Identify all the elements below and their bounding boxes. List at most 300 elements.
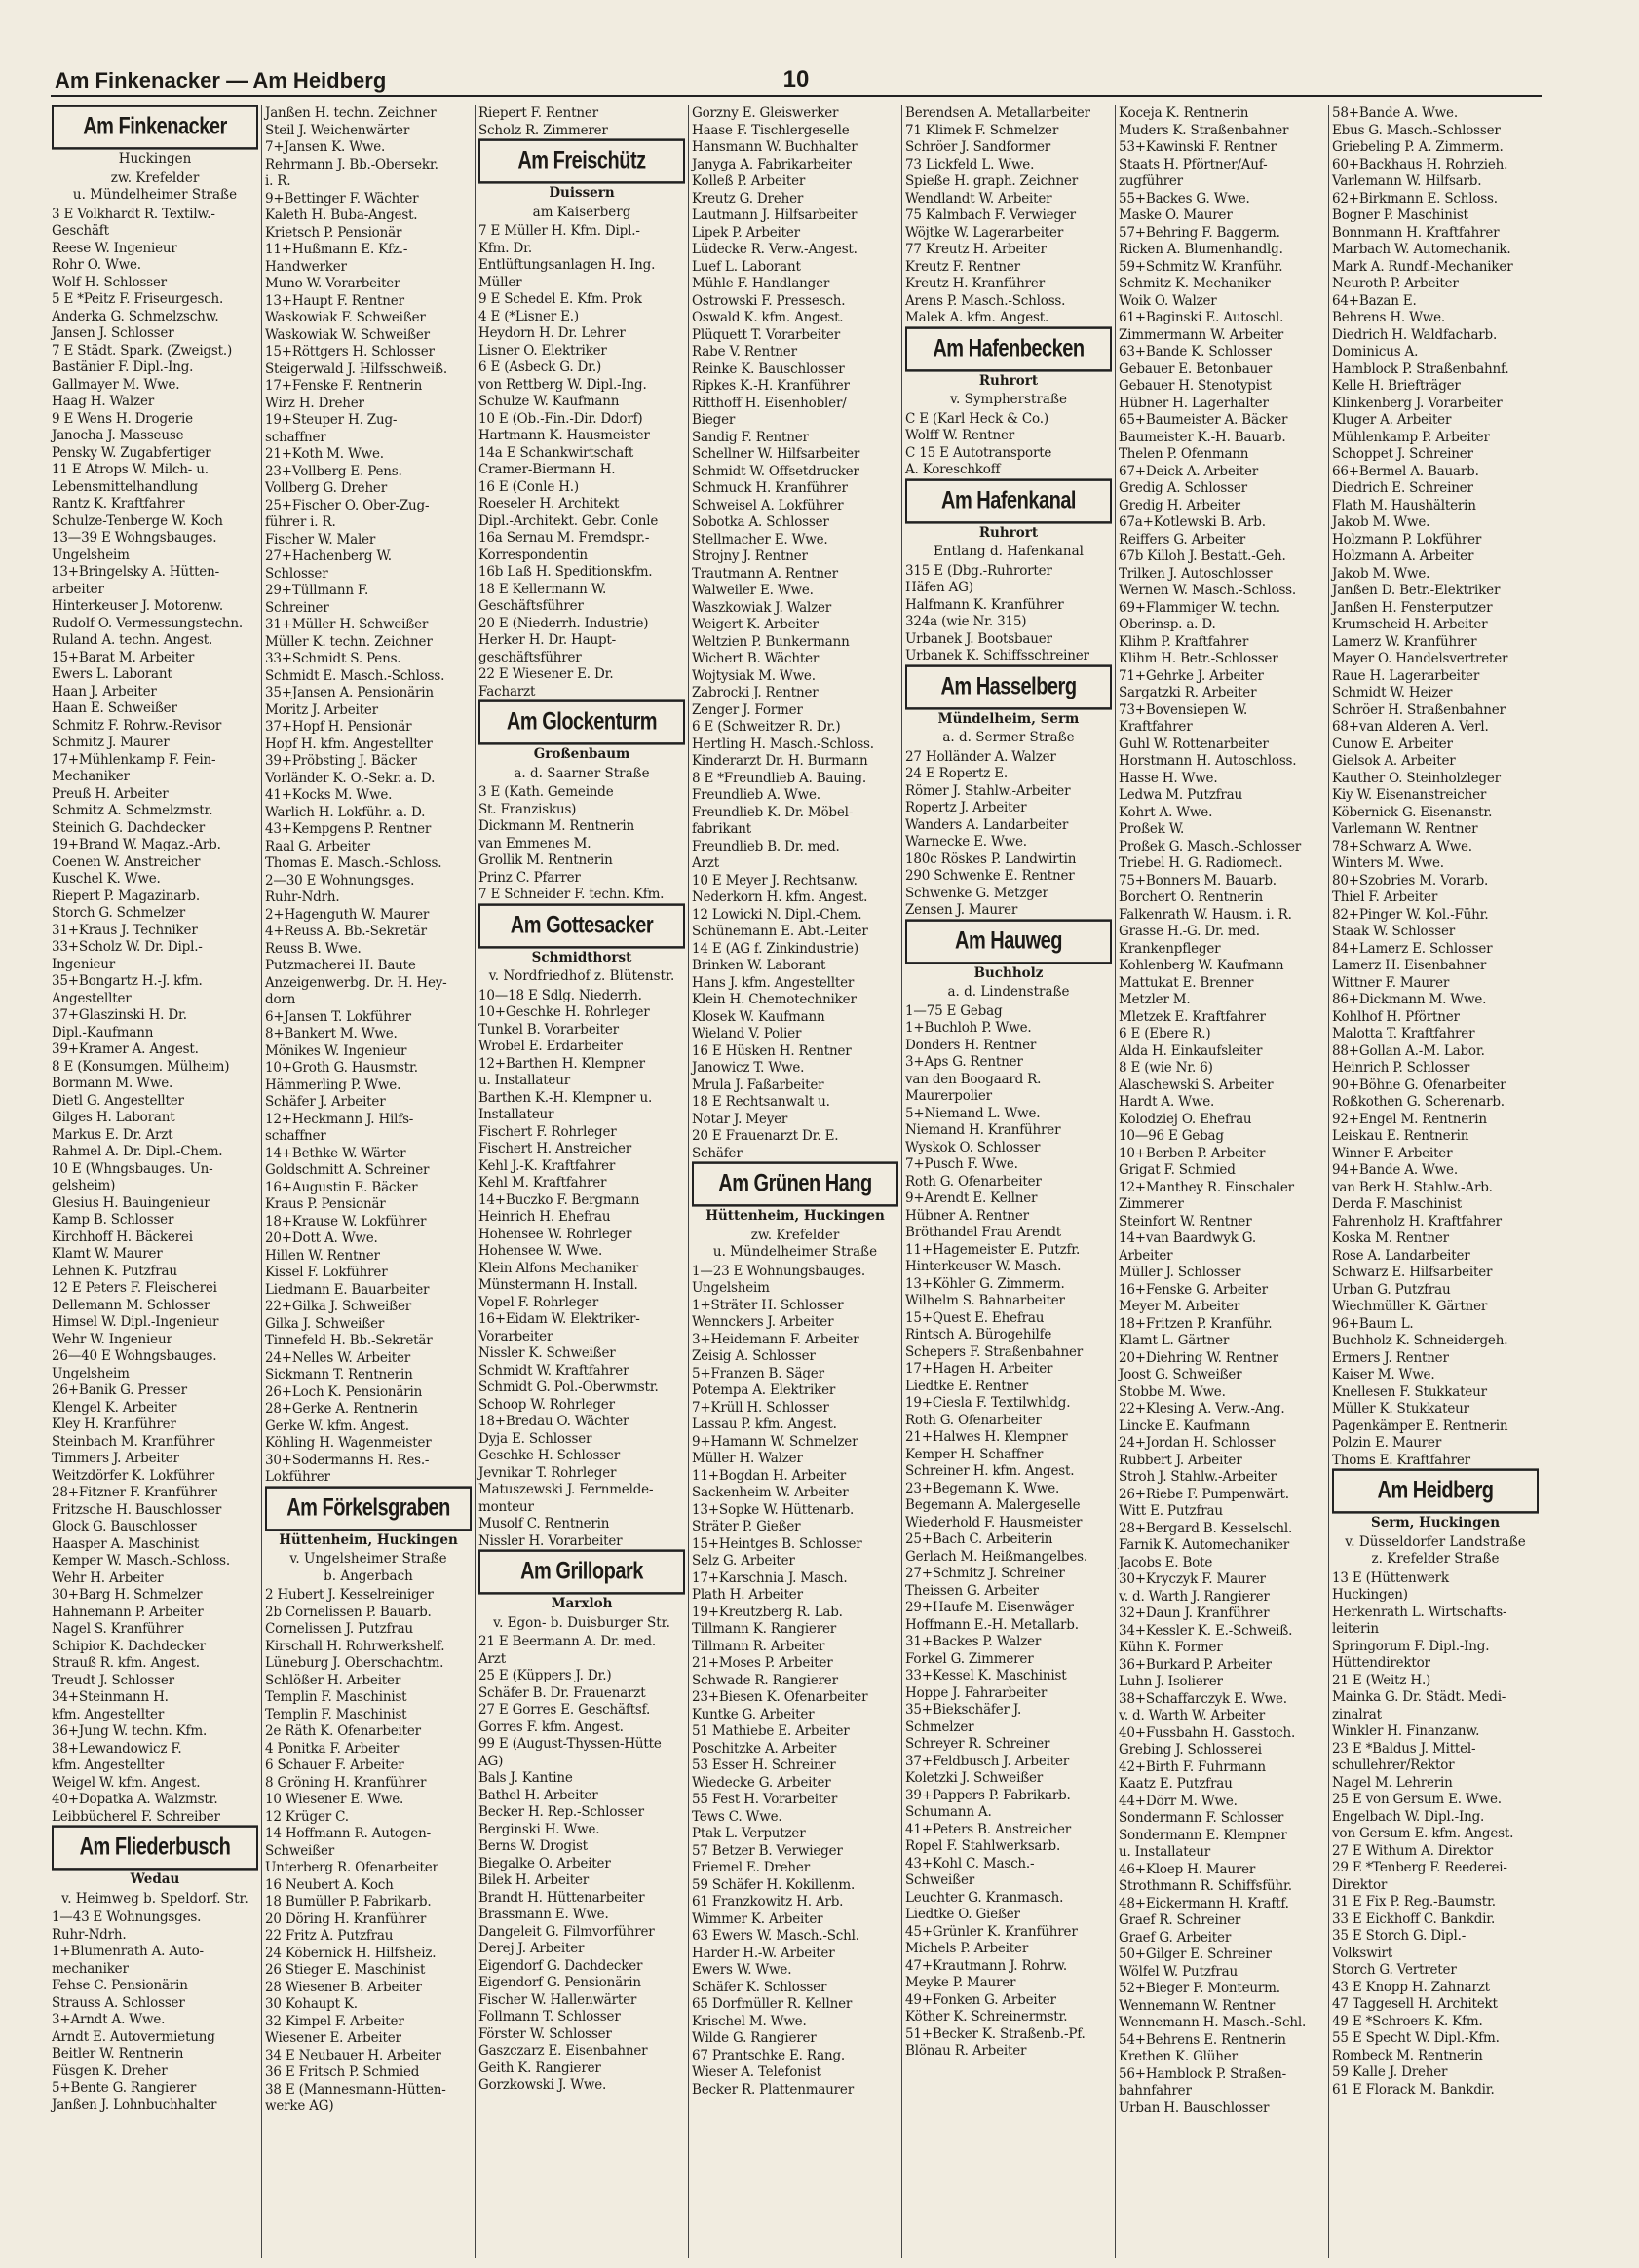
resident-entry: 32 Kimpel F. Arbeiter (265, 2013, 404, 2029)
resident-entry: Arens P. Masch.-Schloss. (905, 292, 1066, 309)
resident-entry: Polzin E. Maurer (1332, 1435, 1442, 1451)
resident-entry: Fischer W. Maler (265, 531, 376, 548)
resident-entry: Ropertz J. Arbeiter (905, 800, 1027, 815)
resident-entry: Roth G. Ofenarbeiter (905, 1412, 1042, 1428)
resident-entry: Ewers W. Wwe. (692, 1962, 792, 1978)
resident-entry: Plath H. Arbeiter (692, 1587, 803, 1603)
district-label: Ruhrort (978, 524, 1039, 541)
resident-entry: 75 Kalmbach F. Verwieger (905, 208, 1076, 223)
resident-entry: 27 Holländer A. Walzer (905, 748, 1056, 765)
resident-entry: 13 E (Hüttenwerk Huckingen) (1332, 1569, 1449, 1603)
resident-entry: Lassau P. kfm. Angest. (692, 1417, 837, 1432)
resident-entry: Spieße H. graph. Zeichner (905, 173, 1078, 189)
resident-entry: Diedrich H. Waldfacharb. (1332, 326, 1498, 343)
resident-entry: Nissler K. Schweißer (478, 1345, 616, 1361)
district-label: Hüttenheim, Huckingen (279, 1531, 458, 1548)
resident-entry: 12 Lowicki N. Dipl.-Chem. (692, 906, 862, 923)
resident-entry: 49 E *Schroers K. Kfm. (1332, 2013, 1483, 2029)
resident-entry: 48+Eickermann H. Kraftf. (1119, 1895, 1289, 1911)
resident-entry: Stellmacher E. Wwe. (692, 531, 828, 548)
resident-entry: 290 Schwenke E. Rentner (905, 868, 1075, 884)
resident-entry: 65+Baumeister A. Bäcker (1119, 412, 1288, 428)
resident-entry: Jakob M. Wwe. (1332, 514, 1430, 530)
column-2 (262, 105, 476, 2258)
resident-entry: Wichert B. Wächter (692, 651, 820, 666)
resident-entry: 19+Kreutzberg R. Lab. (692, 1604, 843, 1620)
resident-entry: Müller K. Stukkateur (1332, 1401, 1469, 1417)
resident-entry: Haan J. Arbeiter (52, 683, 157, 699)
resident-entry: C E (Karl Heck & Co.) (905, 410, 1048, 427)
resident-entry: Cornelissen J. Putzfrau (265, 1621, 413, 1637)
resident-entry: Schmitz K. Mechaniker (1119, 276, 1271, 291)
resident-entry: Wiederhold F. Hausmeister (905, 1514, 1083, 1531)
resident-entry: Grigat F. Schmied (1119, 1162, 1236, 1178)
resident-entry: Meyke P. Maurer (905, 1975, 1016, 1990)
resident-entry: 86+Dickmann M. Wwe. (1332, 992, 1487, 1007)
resident-entry: Wendlandt W. Arbeiter (905, 190, 1052, 207)
resident-entry: 14+Bethke W. Wärter (265, 1145, 406, 1161)
resident-entry: 8 E (Konsumgen. Mülheim) Bormann M. Wwe. (52, 1058, 230, 1091)
resident-entry: Winkler H. Finanzanw. (1332, 1723, 1480, 1739)
resident-entry: 53 Esser H. Schreiner (692, 1758, 836, 1773)
resident-entry: 47 Taggesell H. Architekt (1332, 1996, 1498, 2012)
resident-entry: Herker H. Dr. Haupt- geschäftsführer (478, 632, 617, 665)
resident-entry: Proßek G. Masch.-Schlosser (1119, 838, 1301, 854)
resident-entry: Beitler W. Rentnerin (52, 2046, 184, 2061)
resident-entry: Liedtke O. Gießer (905, 1907, 1020, 1922)
resident-entry: Köbernick G. Eisenanstr. (1332, 804, 1493, 820)
resident-entry: Berginski H. Wwe. (478, 1821, 600, 1837)
resident-entry: Schäfer J. Arbeiter (265, 1094, 386, 1110)
resident-entry: Haase F. Tischlergeselle (692, 122, 850, 138)
resident-entry: Klihm H. Betr.-Schlosser (1119, 651, 1278, 666)
resident-entry: Witt E. Putzfrau (1119, 1503, 1223, 1519)
resident-entry: Gaszczarz E. Eisenbahner (478, 2043, 648, 2059)
resident-entry: Gilka J. Schweißer (265, 1315, 385, 1332)
resident-entry: Malotta T. Kraftfahrer (1332, 1026, 1475, 1041)
resident-entry: 10 E (Ob.-Fin.-Dir. Ddorf) (478, 410, 643, 427)
resident-entry: Lautmann J. Hilfsarbeiter (692, 208, 858, 223)
resident-entry: 5+Bente G. Rangierer (52, 2080, 197, 2096)
resident-entry: Plüquett T. Vorarbeiter (692, 326, 840, 343)
resident-entry: 33+Schmidt S. Pens. (265, 651, 401, 666)
resident-entry: 1—43 E Wohnungsges. Ruhr-Ndrh. (52, 1909, 202, 1943)
resident-entry: Guhl W. Rottenarbeiter (1119, 736, 1269, 752)
resident-entry: Borchert O. Rentnerin (1119, 889, 1263, 905)
resident-entry: Hertling H. Masch.-Schloss. (692, 736, 874, 752)
resident-entry: Alaschewski S. Arbeiter (1119, 1077, 1274, 1093)
resident-entry: 15+Röttgers H. Schlosser (265, 344, 435, 359)
resident-entry: 14+Buczko F. Bergmann (478, 1191, 640, 1208)
resident-entry: 30+Sodermanns H. Res.- Lokführer (265, 1452, 430, 1485)
resident-entry: 25 E (Küppers J. Dr.) (478, 1668, 612, 1683)
resident-entry: 10 E Meyer J. Rechtsanw. (692, 872, 858, 888)
resident-entry: 30+Barg H. Schmelzer (52, 1587, 203, 1603)
resident-entry: Wennckers J. Arbeiter (692, 1314, 834, 1330)
resident-entry: Steigerwald J. Hilfsschweiß. (265, 360, 447, 377)
resident-entry: Hübner A. Rentner (905, 1207, 1029, 1224)
street-location: Huckingen (118, 151, 192, 167)
resident-entry: 34+Steinmann H. kfm. Angestellter (52, 1689, 169, 1722)
resident-entry: 18+Bredau O. Wächter (478, 1414, 629, 1429)
district-label: Buchholz (973, 964, 1044, 981)
resident-entry: 28+Bergard B. Kesselschl. (1119, 1520, 1293, 1536)
resident-entry: 26+Loch K. Pensionärin (265, 1383, 423, 1400)
resident-entry: Koletzki J. Schweißer (905, 1770, 1044, 1786)
resident-entry: 82+Pinger W. Kol.-Führ. (1332, 906, 1489, 923)
resident-entry: Hübner H. Lagerhalter (1119, 395, 1269, 411)
resident-entry: Gilges H. Laborant (52, 1110, 175, 1125)
resident-entry: Kamp B. Schlosser (52, 1212, 174, 1228)
resident-entry: Rabe V. Rentner (692, 344, 797, 359)
resident-entry: Dipl.-Architekt. Gebr. Conle (478, 512, 659, 529)
resident-entry: 8 E *Freundlieb A. Bauing. (692, 770, 866, 786)
resident-entry: Leibbücherel F. Schreiber (52, 1808, 220, 1825)
resident-entry: Geith K. Rangierer (478, 2060, 601, 2076)
resident-entry: 33 E Eickhoff C. Bankdir. (1332, 1910, 1496, 1927)
resident-entry: Hinterkeuser J. Motorenw. (52, 598, 224, 614)
resident-entry: 180c Röskes P. Landwirtin (905, 850, 1077, 867)
resident-entry: Kreutz F. Rentner (905, 258, 1020, 275)
resident-entry: 23+Vollberg E. Pens. (265, 463, 402, 479)
resident-entry: Grebing J. Schlosserei (1119, 1742, 1262, 1758)
resident-entry: Krethen K. Glüher (1119, 2049, 1238, 2064)
resident-entry: 73+Bovensiepen W. Kraftfahrer (1119, 701, 1248, 735)
resident-entry: Heinrich P. Schlosser (1332, 1060, 1470, 1076)
resident-entry: Varlemann W. Hilfsarb. (1332, 173, 1482, 189)
resident-entry: Schoop W. Rohrleger (478, 1396, 615, 1413)
resident-entry: 16b Laß H. Speditionskfm. (478, 564, 653, 580)
resident-entry: 22 Fritz A. Putzfrau (265, 1928, 394, 1944)
resident-entry: Wernen W. Masch.-Schloss. (1119, 583, 1296, 598)
resident-entry: Weigel W. kfm. Angest. (52, 1774, 201, 1791)
resident-entry: Sargatzki R. Arbeiter (1119, 685, 1257, 700)
resident-entry: Proßek W. (1119, 821, 1185, 837)
resident-entry: Ebus G. Masch.-Schlosser (1332, 122, 1501, 138)
resident-entry: 21 E Beermann A. Dr. med. Arzt (478, 1634, 656, 1667)
resident-entry: 61 E Florack M. Bankdir. (1332, 2081, 1495, 2098)
resident-entry: Raue H. Lagerarbeiter (1332, 667, 1480, 684)
resident-entry: Schumann A. (905, 1804, 992, 1820)
resident-entry: Kemper W. Masch.-Schloss. (52, 1553, 230, 1569)
resident-entry: Hansmann W. Buchhalter (692, 139, 858, 155)
resident-entry: Mletzek E. Kraftfahrer (1119, 1008, 1266, 1025)
resident-entry: Gorzny E. Gleiswerker (692, 105, 839, 121)
resident-entry: 31+Müller H. Schweißer (265, 617, 429, 632)
resident-entry: Anzeigenwerbg. Dr. H. Hey- dorn (265, 974, 447, 1007)
street-location: zw. Krefelder u. Mündelheimer Straße (72, 170, 238, 203)
resident-entry: 62+Birkmann E. Schloss. (1332, 190, 1498, 207)
resident-entry: 13+Köhler G. Zimmerm. (905, 1275, 1065, 1292)
resident-entry: Schäfer K. Schlosser (692, 1979, 827, 1995)
resident-entry: 315 E (Dbg.-Ruhrorter Häfen AG) (905, 562, 1052, 595)
resident-entry: Klengel K. Arbeiter (52, 1399, 177, 1416)
resident-entry: Kohlenberg W. Kaufmann (1119, 958, 1284, 973)
resident-entry: Gebauer E. Betonbauer (1119, 360, 1273, 377)
resident-entry: 10+Groth G. Hausmstr. (265, 1060, 418, 1076)
resident-entry: Gerlach M. Heißmangelbes. (905, 1548, 1087, 1565)
resident-entry: Lisner O. Elektriker (478, 342, 607, 359)
resident-entry: Unterberg R. Ofenarbeiter (265, 1860, 438, 1875)
resident-entry: 23 E *Baldus J. Mittel- schullehrer/Rektor (1332, 1740, 1476, 1773)
resident-entry: 16+Eidam W. Elektriker- Vorarbeiter (478, 1311, 640, 1344)
resident-entry: Gebauer H. Stenotypist (1119, 378, 1272, 394)
resident-entry: 10 Wiesener E. Wwe. (265, 1792, 404, 1807)
resident-entry: 15+Quest E. Ehefrau (905, 1309, 1045, 1326)
resident-entry: 24 Köbernick H. Hilfsheiz. (265, 1945, 437, 1961)
resident-entry: 77 Kreutz H. Arbeiter (905, 242, 1047, 257)
resident-entry: Haasper A. Maschinist (52, 1535, 200, 1552)
resident-entry: Muno W. Vorarbeiter (265, 276, 400, 291)
resident-entry: 1+Buchloh P. Wwe. (905, 1020, 1032, 1036)
resident-entry: Markus E. Dr. Arzt (52, 1126, 173, 1143)
resident-entry: 12 E Peters F. Fleischerei (52, 1280, 217, 1296)
resident-entry: Stroh J. Stahlw.-Arbeiter (1119, 1469, 1277, 1485)
resident-entry: 29+Tüllmann F. Schreiner (265, 583, 369, 616)
resident-entry: Hämmerling P. Wwe. (265, 1077, 401, 1093)
street-heading: Am Hauweg (905, 919, 1112, 964)
resident-entry: Kley H. Kranführer (52, 1417, 176, 1432)
resident-entry: Fischert F. Rohrleger (478, 1123, 617, 1140)
resident-entry: Zenger J. Former (692, 701, 803, 718)
resident-entry: 90+Böhne G. Ofenarbeiter (1332, 1077, 1506, 1093)
resident-entry: 24+Jordan H. Schlosser (1119, 1435, 1276, 1451)
resident-entry: Zensen J. Maurer (905, 902, 1018, 918)
resident-entry: Springorum F. Dipl.-Ing. Hüttendirektor (1332, 1638, 1490, 1671)
resident-entry: 21 E (Weitz H.) (1332, 1672, 1431, 1688)
resident-entry: 61 Franzkowitz H. Arb. (692, 1894, 844, 1909)
resident-entry: 3+Heidemann F. Arbeiter (692, 1331, 859, 1347)
resident-entry: Urban G. Putzfrau (1332, 1281, 1451, 1298)
resident-entry: Kolleß P. Arbeiter (692, 173, 806, 189)
resident-entry: Baumeister K.-H. Bauarb. (1119, 429, 1286, 445)
resident-entry: Münstermann H. Install. (478, 1277, 638, 1293)
resident-entry: Heinrich H. Ehefrau (478, 1209, 611, 1225)
resident-entry: Janßen J. Lohnbuchhalter (52, 2097, 217, 2113)
resident-entry: Tinnefeld H. Bb.-Sekretär (265, 1333, 433, 1348)
resident-entry: 65 Dorfmüller R. Kellner (692, 1996, 853, 2012)
resident-entry: Jakob M. Wwe. (1332, 565, 1430, 582)
resident-entry: Klihm P. Kraftfahrer (1119, 633, 1249, 650)
resident-entry: 25+Fischer O. Ober-Zug- führer i. R. (265, 497, 430, 530)
resident-entry: Steinbach M. Kranführer (52, 1433, 215, 1450)
resident-entry: 43+Kohl C. Masch.- Schweißer (905, 1855, 1035, 1888)
resident-entry: Jevnikar T. Rohrleger (478, 1464, 617, 1481)
resident-entry: 5+Niemand L. Wwe. (905, 1105, 1041, 1121)
resident-entry: 19+Steuper H. Zug- schaffner (265, 412, 398, 445)
resident-entry: Wittner F. Maurer (1332, 974, 1450, 991)
resident-entry: Schulze W. Kaufmann (478, 394, 620, 409)
resident-entry: Sickmann T. Rentnerin (265, 1367, 413, 1382)
resident-entry: Hohensee W. Rohrleger (478, 1226, 632, 1242)
resident-entry: Strothmann R. Schiffsführ. (1119, 1878, 1292, 1894)
resident-entry: 39+Pappers P. Fabrikarb. (905, 1787, 1071, 1803)
resident-entry: 55 E Specht W. Dipl.-Kfm. (1332, 2030, 1500, 2046)
resident-entry: Wirz H. Dreher (265, 395, 364, 411)
resident-entry: Follmann T. Schlosser (478, 2009, 621, 2024)
resident-entry: von Gersum E. kfm. Angest. (1332, 1826, 1514, 1841)
resident-entry: 7+Krüll H. Schlosser (692, 1399, 829, 1416)
resident-entry: 27+Hachenberg W. Schlosser (265, 548, 392, 582)
street-heading: Am Fliederbusch (52, 1825, 258, 1870)
resident-entry: Gerke W. kfm. Angest. (265, 1418, 409, 1434)
resident-entry: 63 Ewers W. Masch.-Schl. (692, 1928, 859, 1944)
resident-entry: Krietsch P. Pensionär (265, 224, 402, 241)
resident-entry: Wolff W. Rentner (905, 428, 1014, 443)
resident-entry: Nederkorn H. kfm. Angest. (692, 889, 868, 905)
resident-entry: Steinfort W. Rentner (1119, 1213, 1252, 1229)
resident-entry: Kaiser M. Wwe. (1332, 1367, 1435, 1382)
resident-entry: Hardt A. Wwe. (1119, 1094, 1215, 1110)
resident-entry: Müller K. techn. Zeichner (265, 633, 433, 650)
resident-entry: Bals J. Kantine (478, 1770, 573, 1786)
resident-entry: 10 E (Whngsbauges. Un- gelsheim) (52, 1160, 213, 1193)
resident-entry: Janowicz T. Wwe. (692, 1060, 805, 1076)
resident-entry: Schmuck H. Kranführer (692, 480, 848, 496)
resident-entry: Templin F. Maschinist (265, 1706, 407, 1722)
resident-entry: Vopel F. Rohrleger (478, 1294, 598, 1310)
resident-entry: Fritzsche H. Bauschlosser (52, 1501, 222, 1518)
resident-entry: Meyer M. Arbeiter (1119, 1299, 1240, 1314)
resident-entry: Rahmel A. Dr. Dipl.-Chem. (52, 1144, 223, 1159)
resident-entry: Barthen K.-H. Klempner u. Installateur (478, 1089, 653, 1122)
street-location: v. Düsseldorfer Landstraße z. Krefelder Straße (1345, 1533, 1526, 1567)
resident-entry: Kehl M. Kraftfahrer (478, 1175, 607, 1191)
resident-entry: 1—75 E Gebag (905, 1002, 1003, 1019)
resident-entry: Kaleth H. Buba-Angest. (265, 208, 418, 223)
resident-entry: 41+Kocks M. Wwe. (265, 787, 393, 803)
resident-entry: Roth G. Ofenarbeiter (905, 1173, 1042, 1190)
resident-entry: 67a+Kotlewski B. Arb. (1119, 514, 1266, 530)
resident-entry: Klamt W. Maurer (52, 1246, 163, 1262)
resident-entry: Fehse C. Pensionärin (52, 1978, 188, 1993)
resident-entry: Scholz R. Zimmerer (478, 122, 608, 138)
resident-entry: 27 E Withum A. Direktor (1332, 1842, 1493, 1859)
street-location: v. Egon- b. Duisburger Str. (493, 1614, 670, 1631)
resident-entry: 31+Kraus J. Techniker (52, 922, 198, 938)
resident-entry: Urbanek K. Schiffsschreiner (905, 648, 1089, 663)
resident-entry: Timmers J. Arbeiter (52, 1451, 179, 1466)
street-location: a. d. Lindenstraße (947, 984, 1070, 1000)
resident-entry: 14a E Schankwirtschaft (478, 444, 634, 461)
resident-entry: 13+Sopke W. Hüttenarb. (692, 1501, 855, 1518)
resident-entry: 20 E (Niederrh. Industrie) (478, 615, 649, 631)
resident-entry: Schweisel A. Lokführer (692, 497, 844, 513)
district-label: Mündelheim, Serm (937, 710, 1080, 727)
resident-entry: 16+Augustin E. Bäcker (265, 1179, 418, 1195)
resident-entry: Riepert P. Magazinarb. (52, 888, 200, 904)
resident-entry: 4+Reuss A. Bb.-Sekretär (265, 924, 427, 939)
resident-entry: Eigendorf G. Dachdecker (478, 1957, 643, 1974)
resident-entry: Schmidt G. Pol.-Oberwmstr. (478, 1380, 659, 1395)
resident-entry: Oswald K. kfm. Angest. (692, 310, 844, 325)
resident-entry: Reiffers G. Arbeiter (1119, 531, 1246, 548)
resident-entry: Donders H. Rentner (905, 1037, 1037, 1053)
resident-entry: Dellemann M. Schlosser (52, 1297, 210, 1313)
resident-entry: 2—30 E Wohnungsges. Ruhr-Ndrh. (265, 872, 415, 905)
resident-entry: Steinich G. Dachdecker (52, 819, 205, 836)
resident-entry: Mainka G. Dr. Städt. Medi- zinalrat (1332, 1689, 1506, 1722)
resident-entry: 6+Jansen T. Lokführer (265, 1008, 411, 1025)
resident-entry: Triebel H. G. Radiomech. (1119, 855, 1283, 871)
resident-entry: 14 E (AG f. Zinkindustrie) (692, 940, 858, 957)
resident-entry: Ledwa M. Putzfrau (1119, 787, 1243, 803)
resident-entry: Pensky W. Zugabfertiger (52, 444, 211, 461)
resident-entry: Cramer-Biermann H. (478, 462, 616, 477)
resident-entry: Bilek H. Arbeiter (478, 1872, 589, 1888)
resident-entry: Roeseler H. Architekt (478, 496, 620, 511)
resident-entry: Hinterkeuser W. Masch. (905, 1259, 1062, 1274)
resident-entry: Nissler H. Vorarbeiter (478, 1532, 623, 1549)
district-label: Schmidthorst (531, 949, 632, 965)
resident-entry: 29 E *Tenberg F. Reederei- Direktor (1332, 1860, 1507, 1893)
resident-entry: Derda F. Maschinist (1332, 1196, 1463, 1212)
resident-entry: Janßen D. Betr.-Elektriker (1332, 583, 1501, 598)
resident-entry: 67b Killoh J. Bestatt.-Geh. (1119, 548, 1286, 564)
resident-entry: Janocha J. Masseuse (52, 428, 184, 443)
resident-entry: 17+Karschnia J. Masch. (692, 1569, 848, 1586)
district-label: Großenbaum (533, 746, 630, 762)
resident-entry: Lehnen K. Putzfrau (52, 1263, 177, 1279)
resident-entry: Bogner P. Maschinist (1332, 208, 1468, 223)
resident-entry: 26+Banik G. Presser (52, 1382, 187, 1398)
resident-entry: Jansen J. Schlosser (52, 325, 174, 341)
resident-entry: Roßkothen G. Scherenarb. (1332, 1094, 1505, 1110)
resident-entry: Friemel E. Dreher (692, 1860, 810, 1875)
resident-entry: Kirschall H. Rohrwerkshelf. (265, 1638, 445, 1654)
resident-entry: Urbanek J. Bootsbauer (905, 630, 1052, 647)
resident-entry: Becker H. Rep.-Schlosser (478, 1804, 644, 1820)
resident-entry: 71 Klimek F. Schmelzer (905, 122, 1059, 138)
district-label: Hüttenheim, Huckingen (705, 1208, 885, 1224)
resident-entry: 12+Heckmann J. Hilfs- schaffner (265, 1111, 414, 1144)
resident-entry: Riepert F. Rentner (478, 105, 598, 121)
resident-entry: 16a Sernau M. Fremdspr.- Korrespondentin (478, 530, 650, 563)
resident-entry: Füsgen K. Dreher (52, 2062, 168, 2079)
resident-entry: 80+Szobries M. Vorarb. (1332, 872, 1489, 888)
resident-entry: 36+Burkard P. Arbeiter (1119, 1656, 1272, 1673)
resident-entry: Kelle H. Briefträger (1332, 378, 1461, 394)
resident-entry: Bathel H. Arbeiter (478, 1787, 598, 1803)
resident-entry: Theissen G. Arbeiter (905, 1582, 1039, 1599)
resident-entry: Michels P. Arbeiter (905, 1941, 1029, 1956)
resident-entry: Storch G. Vertreter (1332, 1962, 1457, 1978)
resident-entry: 32+Daun J. Kranführer (1119, 1606, 1270, 1621)
resident-entry: 67 Prantschke E. Rang. (692, 2047, 846, 2063)
resident-entry: 11+Hagemeister E. Putzfr. (905, 1241, 1081, 1258)
resident-entry: Biegalke O. Arbeiter (478, 1855, 611, 1871)
resident-entry: 92+Engel M. Rentnerin (1332, 1111, 1487, 1127)
resident-entry: Haan E. Schweißer (52, 700, 177, 716)
resident-entry: 35+Bongartz H.-J. kfm. Angestellter (52, 973, 203, 1006)
resident-entry: Tunkel B. Vorarbeiter (478, 1021, 619, 1038)
resident-entry: Lipek P. Arbeiter (692, 224, 800, 241)
resident-entry: Schmitz F. Rohrw.-Revisor (52, 717, 222, 734)
resident-entry: Strojny J. Rentner (692, 548, 808, 564)
resident-entry: Graef R. Schreiner (1119, 1912, 1241, 1928)
resident-entry: Grasse H.-G. Dr. med. Krankenpfleger (1119, 924, 1260, 957)
resident-entry: Wieland V. Polier (692, 1026, 802, 1041)
resident-entry: 18 E Rechtsanwalt u. Notar J. Meyer (692, 1094, 830, 1127)
resident-entry: Kohlhof H. Pförtner (1332, 1008, 1460, 1025)
resident-entry: Entlüftungsanlagen H. Ing. Müller (478, 257, 656, 290)
resident-entry: Derej J. Arbeiter (478, 1941, 585, 1956)
column-3 (476, 105, 689, 2258)
resident-entry: Tews C. Wwe. (692, 1808, 782, 1825)
resident-entry: 19+Brand W. Magaz.-Arb. (52, 837, 221, 852)
district-label: Ruhrort (978, 372, 1039, 389)
resident-entry: Herkenrath L. Wirtschafts- leiterin (1332, 1604, 1507, 1637)
